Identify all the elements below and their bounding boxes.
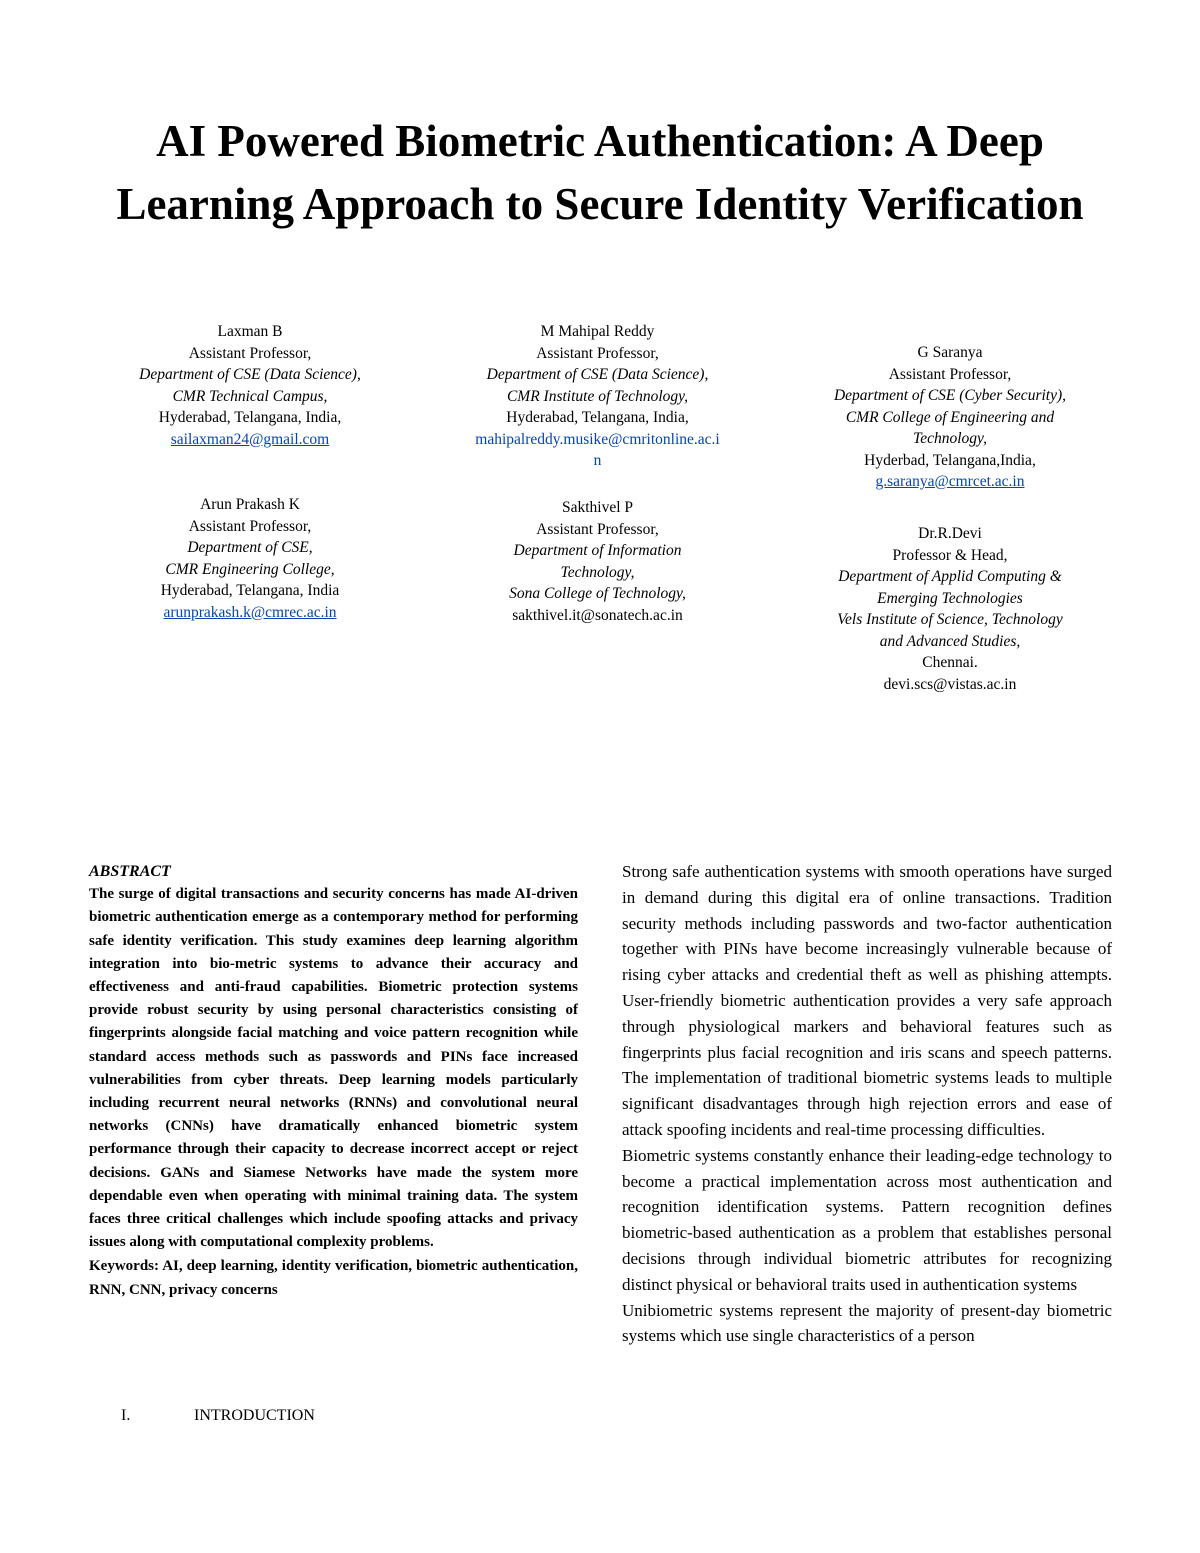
author-name: Laxman B xyxy=(217,323,283,340)
author-email-link[interactable]: mahipalreddy.musike@cmritonline.ac.i xyxy=(475,430,720,448)
author-location: Hyderabad, Telangana, India, xyxy=(506,409,689,426)
author-department: Department of CSE, xyxy=(187,539,313,556)
author-block-devi xyxy=(800,523,1100,695)
author-name: M Mahipal Reddy xyxy=(540,323,655,340)
author-institution: Sona College of Technology, xyxy=(509,585,686,602)
author-block-arun xyxy=(105,494,395,623)
author-email-link-wrap[interactable]: n xyxy=(593,452,602,469)
author-institution: CMR Institute of Technology, xyxy=(506,387,689,405)
author-institution-cont: and Advanced Studies, xyxy=(879,632,1021,650)
author-department: Department of Applid Computing & xyxy=(838,568,1062,585)
abstract-section xyxy=(89,860,578,1302)
author-department-cont: Emerging Technologies xyxy=(877,589,1023,607)
author-name: Dr.R.Devi xyxy=(918,525,982,542)
body-paragraph: Unibiometric systems represent the majority of present-day biometric systems which use single characteristics of a person xyxy=(622,1300,1112,1346)
abstract-heading: ABSTRACT xyxy=(89,863,171,880)
author-name: Arun Prakash K xyxy=(200,496,300,513)
author-department-cont: Technology, xyxy=(560,563,635,581)
author-block-laxman xyxy=(105,321,395,450)
author-block-sakthivel xyxy=(450,497,745,626)
author-location: Hyderabad, Telangana, India, xyxy=(158,409,342,426)
body-paragraph: Biometric systems constantly enhance their leading-edge technology to become a practical implementation across most authentication and recognition identification systems. Pattern recognition defines biometric-based authentication as a problem that establishes personal decisions through individual biometric attributes for recognizing distinct physical or behavioral traits used in authentication systems xyxy=(622,1145,1112,1294)
author-role: Assistant Professor, xyxy=(536,520,659,538)
author-block-saranya xyxy=(800,342,1100,493)
section-heading-introduction xyxy=(121,1404,521,1428)
author-email: sakthivel.it@sonatech.ac.in xyxy=(512,606,683,624)
author-block-mahipal xyxy=(450,321,745,472)
introduction-body xyxy=(622,859,1112,1349)
author-role: Assistant Professor, xyxy=(536,344,659,362)
author-location: Chennai. xyxy=(922,654,978,671)
author-email-link[interactable]: sailaxman24@gmail.com xyxy=(170,430,330,448)
section-number: I. xyxy=(121,1407,131,1424)
author-role: Assistant Professor, xyxy=(888,365,1012,383)
author-institution-cont: Technology, xyxy=(913,430,987,447)
keywords: Keywords: AI, deep learning, identity verification, biometric authentication, RNN, CNN, privacy concerns xyxy=(89,1258,578,1298)
body-paragraph: Strong safe authentication systems with smooth operations have surged in demand during this digital era of online transactions. Tradition security methods including passwords and two-factor authentication together with PINs have become increasingly vulnerable because of rising cyber attacks and credential theft as well as phishing attempts. User-friendly biometric authentication provides a very safe approach through physiological markers and behavioral features such as fingerprints plus facial recognition and iris scans and speech patterns. The implementation of traditional biometric systems leads to multiple significant disadvantages through high rejection errors and ease of attack spoofing incidents and real-time processing difficulties. xyxy=(622,862,1112,1139)
author-department: Department of CSE (Data Science), xyxy=(139,366,361,383)
author-email: devi.scs@vistas.ac.in xyxy=(883,675,1017,693)
author-institution: CMR Engineering College, xyxy=(165,560,335,578)
author-department: Department of CSE (Cyber Security), xyxy=(833,387,1066,404)
paper-title: AI Powered Biometric Authentication: A Deep Learning Approach to Secure Identity Verification xyxy=(116,116,1084,229)
abstract-text: The surge of digital transactions and security concerns has made AI-driven biometric authentication emerge as a contemporary method for performing safe identity verification. This study examines deep learning algorithm integration into bio-metric systems to advance their accuracy and effectiveness and anti-fraud capabilities. Biometric protection systems provide robust security by using personal characteristics consisting of fingerprints alongside facial matching and voice pattern recognition while standard access methods such as passwords and PINs face increased vulnerabilities from cyber threats. Deep learning models particularly including recurrent neural networks (RNNs) and convolutional neural networks (CNNs) have dramatically enhanced biometric system performance through their capacity to decrease incorrect accept or reject decisions. GANs and Siamese Networks have made the system more dependable even when operating with minimal training data. The system faces three critical challenges which include spoofing attacks and privacy issues along with computational complexity problems. xyxy=(89,886,578,1251)
author-department: Department of CSE (Data Science), xyxy=(486,366,709,383)
author-role: Assistant Professor, xyxy=(188,344,312,362)
author-email-link[interactable]: g.saranya@cmrcet.ac.in xyxy=(875,473,1025,490)
author-name: G Saranya xyxy=(917,344,983,361)
author-email-link[interactable]: arunprakash.k@cmrec.ac.in xyxy=(163,603,337,621)
author-name: Sakthivel P xyxy=(561,499,634,516)
section-title: INTRODUCTION xyxy=(194,1407,315,1424)
author-role: Professor & Head, xyxy=(892,546,1008,564)
author-institution: CMR College of Engineering and xyxy=(845,408,1055,426)
author-institution: Vels Institute of Science, Technology xyxy=(837,611,1063,628)
author-institution: CMR Technical Campus, xyxy=(172,387,328,405)
author-department: Department of Information xyxy=(513,542,682,559)
author-role: Assistant Professor, xyxy=(188,517,312,535)
author-location: Hyderabad, Telangana, India xyxy=(160,582,340,599)
author-location: Hyderbad, Telangana,India, xyxy=(864,451,1036,469)
